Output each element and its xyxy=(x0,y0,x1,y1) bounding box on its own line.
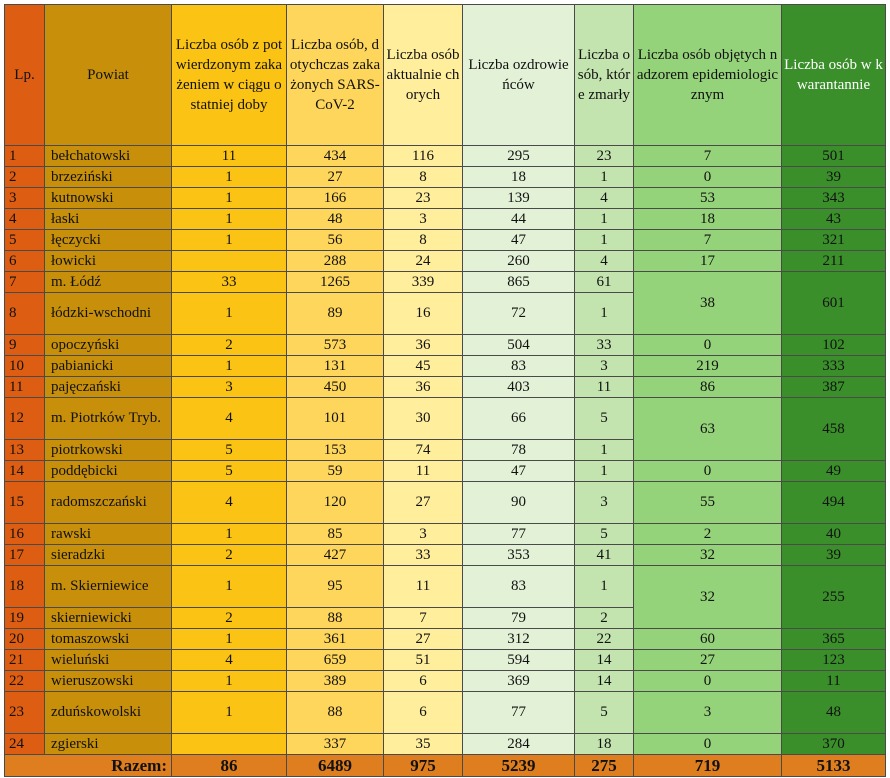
row-active: 27 xyxy=(384,482,463,524)
row-quarantine: 321 xyxy=(782,230,886,251)
row-quarantine: 333 xyxy=(782,356,886,377)
row-quarantine: 370 xyxy=(782,734,886,755)
row-powiat: m. Piotrków Tryb. xyxy=(45,398,172,440)
row-confirmed: 434 xyxy=(287,146,384,167)
table-row xyxy=(5,335,886,356)
row-confirmed: 89 xyxy=(287,293,384,335)
table-body xyxy=(5,146,886,755)
row-new-cases: 2 xyxy=(172,545,287,566)
row-deaths: 22 xyxy=(575,629,634,650)
row-lp: 2 xyxy=(5,167,45,188)
table-row xyxy=(5,671,886,692)
row-confirmed: 389 xyxy=(287,671,384,692)
row-lp: 18 xyxy=(5,566,45,608)
row-deaths: 1 xyxy=(575,440,634,461)
row-new-cases: 2 xyxy=(172,608,287,629)
header-recovered: Liczba ozdrowieńców xyxy=(463,5,575,146)
total-active: 975 xyxy=(384,755,463,777)
table-row xyxy=(5,545,886,566)
row-confirmed: 88 xyxy=(287,608,384,629)
row-recovered: 353 xyxy=(463,545,575,566)
row-powiat: brzeziński xyxy=(45,167,172,188)
row-powiat: wieluński xyxy=(45,650,172,671)
row-recovered: 47 xyxy=(463,461,575,482)
row-lp: 1 xyxy=(5,146,45,167)
table-row xyxy=(5,650,886,671)
row-recovered: 139 xyxy=(463,188,575,209)
row-active: 24 xyxy=(384,251,463,272)
row-active: 3 xyxy=(384,524,463,545)
row-powiat: kutnowski xyxy=(45,188,172,209)
table-row xyxy=(5,146,886,167)
row-active: 6 xyxy=(384,671,463,692)
header-supervision: Liczba osób objętych nadzorem epidemiologicznym xyxy=(634,5,782,146)
row-new-cases: 4 xyxy=(172,650,287,671)
row-supervision: 7 xyxy=(634,230,782,251)
row-powiat: m. Skierniewice xyxy=(45,566,172,608)
table-row xyxy=(5,524,886,545)
row-quarantine: 501 xyxy=(782,146,886,167)
row-confirmed: 573 xyxy=(287,335,384,356)
row-new-cases: 1 xyxy=(172,209,287,230)
row-quarantine: 365 xyxy=(782,629,886,650)
row-powiat: opoczyński xyxy=(45,335,172,356)
row-new-cases: 1 xyxy=(172,167,287,188)
row-powiat: m. Łódź xyxy=(45,272,172,293)
row-quarantine: 458 xyxy=(782,398,886,461)
table-row xyxy=(5,272,886,293)
row-deaths: 5 xyxy=(575,692,634,734)
row-recovered: 260 xyxy=(463,251,575,272)
table-row xyxy=(5,692,886,734)
row-new-cases: 1 xyxy=(172,188,287,209)
row-deaths: 61 xyxy=(575,272,634,293)
row-quarantine: 48 xyxy=(782,692,886,734)
row-new-cases: 4 xyxy=(172,398,287,440)
row-lp: 5 xyxy=(5,230,45,251)
row-confirmed: 120 xyxy=(287,482,384,524)
row-deaths: 3 xyxy=(575,356,634,377)
row-deaths: 1 xyxy=(575,209,634,230)
row-new-cases: 33 xyxy=(172,272,287,293)
row-supervision: 2 xyxy=(634,524,782,545)
row-lp: 8 xyxy=(5,293,45,335)
row-powiat: skierniewicki xyxy=(45,608,172,629)
row-active: 51 xyxy=(384,650,463,671)
row-confirmed: 101 xyxy=(287,398,384,440)
row-quarantine: 343 xyxy=(782,188,886,209)
row-confirmed: 166 xyxy=(287,188,384,209)
row-recovered: 295 xyxy=(463,146,575,167)
row-active: 36 xyxy=(384,335,463,356)
row-recovered: 403 xyxy=(463,377,575,398)
row-active: 11 xyxy=(384,566,463,608)
row-recovered: 72 xyxy=(463,293,575,335)
row-powiat: łęczycki xyxy=(45,230,172,251)
row-deaths: 1 xyxy=(575,167,634,188)
header-quarantine: Liczba osób w kwarantannie xyxy=(782,5,886,146)
row-lp: 20 xyxy=(5,629,45,650)
row-confirmed: 48 xyxy=(287,209,384,230)
row-active: 16 xyxy=(384,293,463,335)
row-quarantine: 255 xyxy=(782,566,886,629)
row-new-cases: 1 xyxy=(172,692,287,734)
row-quarantine: 211 xyxy=(782,251,886,272)
table-row xyxy=(5,398,886,440)
row-powiat: łódzki-wschodni xyxy=(45,293,172,335)
total-quarantine: 5133 xyxy=(782,755,886,777)
row-active: 8 xyxy=(384,167,463,188)
totals-label: Razem: xyxy=(5,755,172,777)
row-new-cases: 1 xyxy=(172,356,287,377)
row-supervision: 0 xyxy=(634,335,782,356)
row-supervision: 219 xyxy=(634,356,782,377)
row-deaths: 2 xyxy=(575,608,634,629)
row-deaths: 1 xyxy=(575,461,634,482)
row-supervision: 38 xyxy=(634,272,782,335)
row-active: 11 xyxy=(384,461,463,482)
row-confirmed: 361 xyxy=(287,629,384,650)
row-lp: 3 xyxy=(5,188,45,209)
header-lp: Lp. xyxy=(5,5,45,146)
row-active: 27 xyxy=(384,629,463,650)
row-deaths: 41 xyxy=(575,545,634,566)
row-quarantine: 49 xyxy=(782,461,886,482)
row-quarantine: 387 xyxy=(782,377,886,398)
row-powiat: poddębicki xyxy=(45,461,172,482)
row-confirmed: 153 xyxy=(287,440,384,461)
row-lp: 11 xyxy=(5,377,45,398)
row-recovered: 83 xyxy=(463,356,575,377)
row-powiat: pabianicki xyxy=(45,356,172,377)
row-confirmed: 85 xyxy=(287,524,384,545)
row-recovered: 504 xyxy=(463,335,575,356)
header-new-cases: Liczba osób z potwierdzonym zakażeniem w ciągu ostatniej doby xyxy=(172,5,287,146)
row-active: 23 xyxy=(384,188,463,209)
row-new-cases: 3 xyxy=(172,377,287,398)
row-recovered: 284 xyxy=(463,734,575,755)
row-recovered: 594 xyxy=(463,650,575,671)
row-quarantine: 11 xyxy=(782,671,886,692)
row-recovered: 77 xyxy=(463,692,575,734)
row-quarantine: 102 xyxy=(782,335,886,356)
row-active: 3 xyxy=(384,209,463,230)
table-row xyxy=(5,734,886,755)
row-deaths: 4 xyxy=(575,251,634,272)
row-new-cases: 1 xyxy=(172,671,287,692)
row-quarantine: 39 xyxy=(782,167,886,188)
row-powiat: piotrkowski xyxy=(45,440,172,461)
row-recovered: 44 xyxy=(463,209,575,230)
row-new-cases: 2 xyxy=(172,335,287,356)
row-lp: 22 xyxy=(5,671,45,692)
row-quarantine: 43 xyxy=(782,209,886,230)
row-confirmed: 288 xyxy=(287,251,384,272)
row-new-cases: 5 xyxy=(172,440,287,461)
row-new-cases xyxy=(172,734,287,755)
row-lp: 19 xyxy=(5,608,45,629)
row-lp: 10 xyxy=(5,356,45,377)
row-powiat: zgierski xyxy=(45,734,172,755)
header-powiat: Powiat xyxy=(45,5,172,146)
row-supervision: 86 xyxy=(634,377,782,398)
row-deaths: 1 xyxy=(575,230,634,251)
row-lp: 14 xyxy=(5,461,45,482)
row-deaths: 18 xyxy=(575,734,634,755)
header-confirmed: Liczba osób, dotychczas zakażonych SARS-CoV-2 xyxy=(287,5,384,146)
row-supervision: 53 xyxy=(634,188,782,209)
row-recovered: 312 xyxy=(463,629,575,650)
total-recovered: 5239 xyxy=(463,755,575,777)
covid-powiat-table xyxy=(4,4,886,777)
row-lp: 23 xyxy=(5,692,45,734)
row-active: 7 xyxy=(384,608,463,629)
row-powiat: wieruszowski xyxy=(45,671,172,692)
row-powiat: pajęczański xyxy=(45,377,172,398)
row-lp: 7 xyxy=(5,272,45,293)
row-deaths: 11 xyxy=(575,377,634,398)
row-lp: 13 xyxy=(5,440,45,461)
row-recovered: 66 xyxy=(463,398,575,440)
row-recovered: 18 xyxy=(463,167,575,188)
row-active: 33 xyxy=(384,545,463,566)
row-quarantine: 123 xyxy=(782,650,886,671)
table-row xyxy=(5,188,886,209)
total-new: 86 xyxy=(172,755,287,777)
row-confirmed: 1265 xyxy=(287,272,384,293)
row-new-cases: 1 xyxy=(172,293,287,335)
row-quarantine: 601 xyxy=(782,272,886,335)
row-lp: 17 xyxy=(5,545,45,566)
row-supervision: 60 xyxy=(634,629,782,650)
row-active: 45 xyxy=(384,356,463,377)
row-new-cases: 4 xyxy=(172,482,287,524)
header-row xyxy=(5,5,886,146)
row-quarantine: 494 xyxy=(782,482,886,524)
row-active: 30 xyxy=(384,398,463,440)
row-supervision: 27 xyxy=(634,650,782,671)
row-deaths: 5 xyxy=(575,524,634,545)
row-confirmed: 337 xyxy=(287,734,384,755)
row-lp: 12 xyxy=(5,398,45,440)
row-supervision: 63 xyxy=(634,398,782,461)
row-confirmed: 88 xyxy=(287,692,384,734)
row-deaths: 1 xyxy=(575,293,634,335)
row-recovered: 77 xyxy=(463,524,575,545)
row-active: 6 xyxy=(384,692,463,734)
row-active: 339 xyxy=(384,272,463,293)
row-new-cases: 1 xyxy=(172,524,287,545)
header-active: Liczba osób aktualnie chorych xyxy=(384,5,463,146)
table-row xyxy=(5,566,886,608)
row-supervision: 0 xyxy=(634,671,782,692)
row-supervision: 32 xyxy=(634,545,782,566)
row-powiat: zduńskowolski xyxy=(45,692,172,734)
row-deaths: 5 xyxy=(575,398,634,440)
row-quarantine: 40 xyxy=(782,524,886,545)
table-row xyxy=(5,356,886,377)
row-confirmed: 95 xyxy=(287,566,384,608)
table-row xyxy=(5,629,886,650)
row-recovered: 78 xyxy=(463,440,575,461)
table-row xyxy=(5,461,886,482)
row-recovered: 90 xyxy=(463,482,575,524)
table-row xyxy=(5,377,886,398)
row-recovered: 865 xyxy=(463,272,575,293)
row-deaths: 1 xyxy=(575,566,634,608)
row-active: 36 xyxy=(384,377,463,398)
row-supervision: 17 xyxy=(634,251,782,272)
row-active: 74 xyxy=(384,440,463,461)
row-lp: 4 xyxy=(5,209,45,230)
row-recovered: 83 xyxy=(463,566,575,608)
row-confirmed: 56 xyxy=(287,230,384,251)
row-confirmed: 59 xyxy=(287,461,384,482)
row-new-cases: 11 xyxy=(172,146,287,167)
row-powiat: łaski xyxy=(45,209,172,230)
row-recovered: 47 xyxy=(463,230,575,251)
row-deaths: 33 xyxy=(575,335,634,356)
row-confirmed: 27 xyxy=(287,167,384,188)
total-confirmed: 6489 xyxy=(287,755,384,777)
total-deaths: 275 xyxy=(575,755,634,777)
table-row xyxy=(5,209,886,230)
table-row xyxy=(5,230,886,251)
row-active: 116 xyxy=(384,146,463,167)
row-lp: 15 xyxy=(5,482,45,524)
row-deaths: 3 xyxy=(575,482,634,524)
row-supervision: 0 xyxy=(634,734,782,755)
table-row xyxy=(5,251,886,272)
row-powiat: tomaszowski xyxy=(45,629,172,650)
row-quarantine: 39 xyxy=(782,545,886,566)
row-lp: 21 xyxy=(5,650,45,671)
row-deaths: 23 xyxy=(575,146,634,167)
header-deaths: Liczba osób, które zmarły xyxy=(575,5,634,146)
row-confirmed: 131 xyxy=(287,356,384,377)
table-row xyxy=(5,482,886,524)
row-powiat: radomszczański xyxy=(45,482,172,524)
row-recovered: 79 xyxy=(463,608,575,629)
row-confirmed: 659 xyxy=(287,650,384,671)
row-lp: 24 xyxy=(5,734,45,755)
row-lp: 9 xyxy=(5,335,45,356)
row-new-cases: 1 xyxy=(172,566,287,608)
row-new-cases: 1 xyxy=(172,230,287,251)
row-deaths: 4 xyxy=(575,188,634,209)
row-supervision: 3 xyxy=(634,692,782,734)
table-row xyxy=(5,167,886,188)
row-confirmed: 427 xyxy=(287,545,384,566)
row-active: 35 xyxy=(384,734,463,755)
row-supervision: 0 xyxy=(634,167,782,188)
totals-row xyxy=(5,755,886,777)
row-new-cases: 5 xyxy=(172,461,287,482)
row-lp: 16 xyxy=(5,524,45,545)
total-supervision: 719 xyxy=(634,755,782,777)
row-powiat: łowicki xyxy=(45,251,172,272)
row-powiat: sieradzki xyxy=(45,545,172,566)
row-active: 8 xyxy=(384,230,463,251)
row-supervision: 18 xyxy=(634,209,782,230)
row-powiat: rawski xyxy=(45,524,172,545)
row-new-cases: 1 xyxy=(172,629,287,650)
row-new-cases xyxy=(172,251,287,272)
row-recovered: 369 xyxy=(463,671,575,692)
row-deaths: 14 xyxy=(575,650,634,671)
row-supervision: 32 xyxy=(634,566,782,629)
row-supervision: 0 xyxy=(634,461,782,482)
row-deaths: 14 xyxy=(575,671,634,692)
row-supervision: 7 xyxy=(634,146,782,167)
row-confirmed: 450 xyxy=(287,377,384,398)
row-powiat: bełchatowski xyxy=(45,146,172,167)
row-lp: 6 xyxy=(5,251,45,272)
row-supervision: 55 xyxy=(634,482,782,524)
